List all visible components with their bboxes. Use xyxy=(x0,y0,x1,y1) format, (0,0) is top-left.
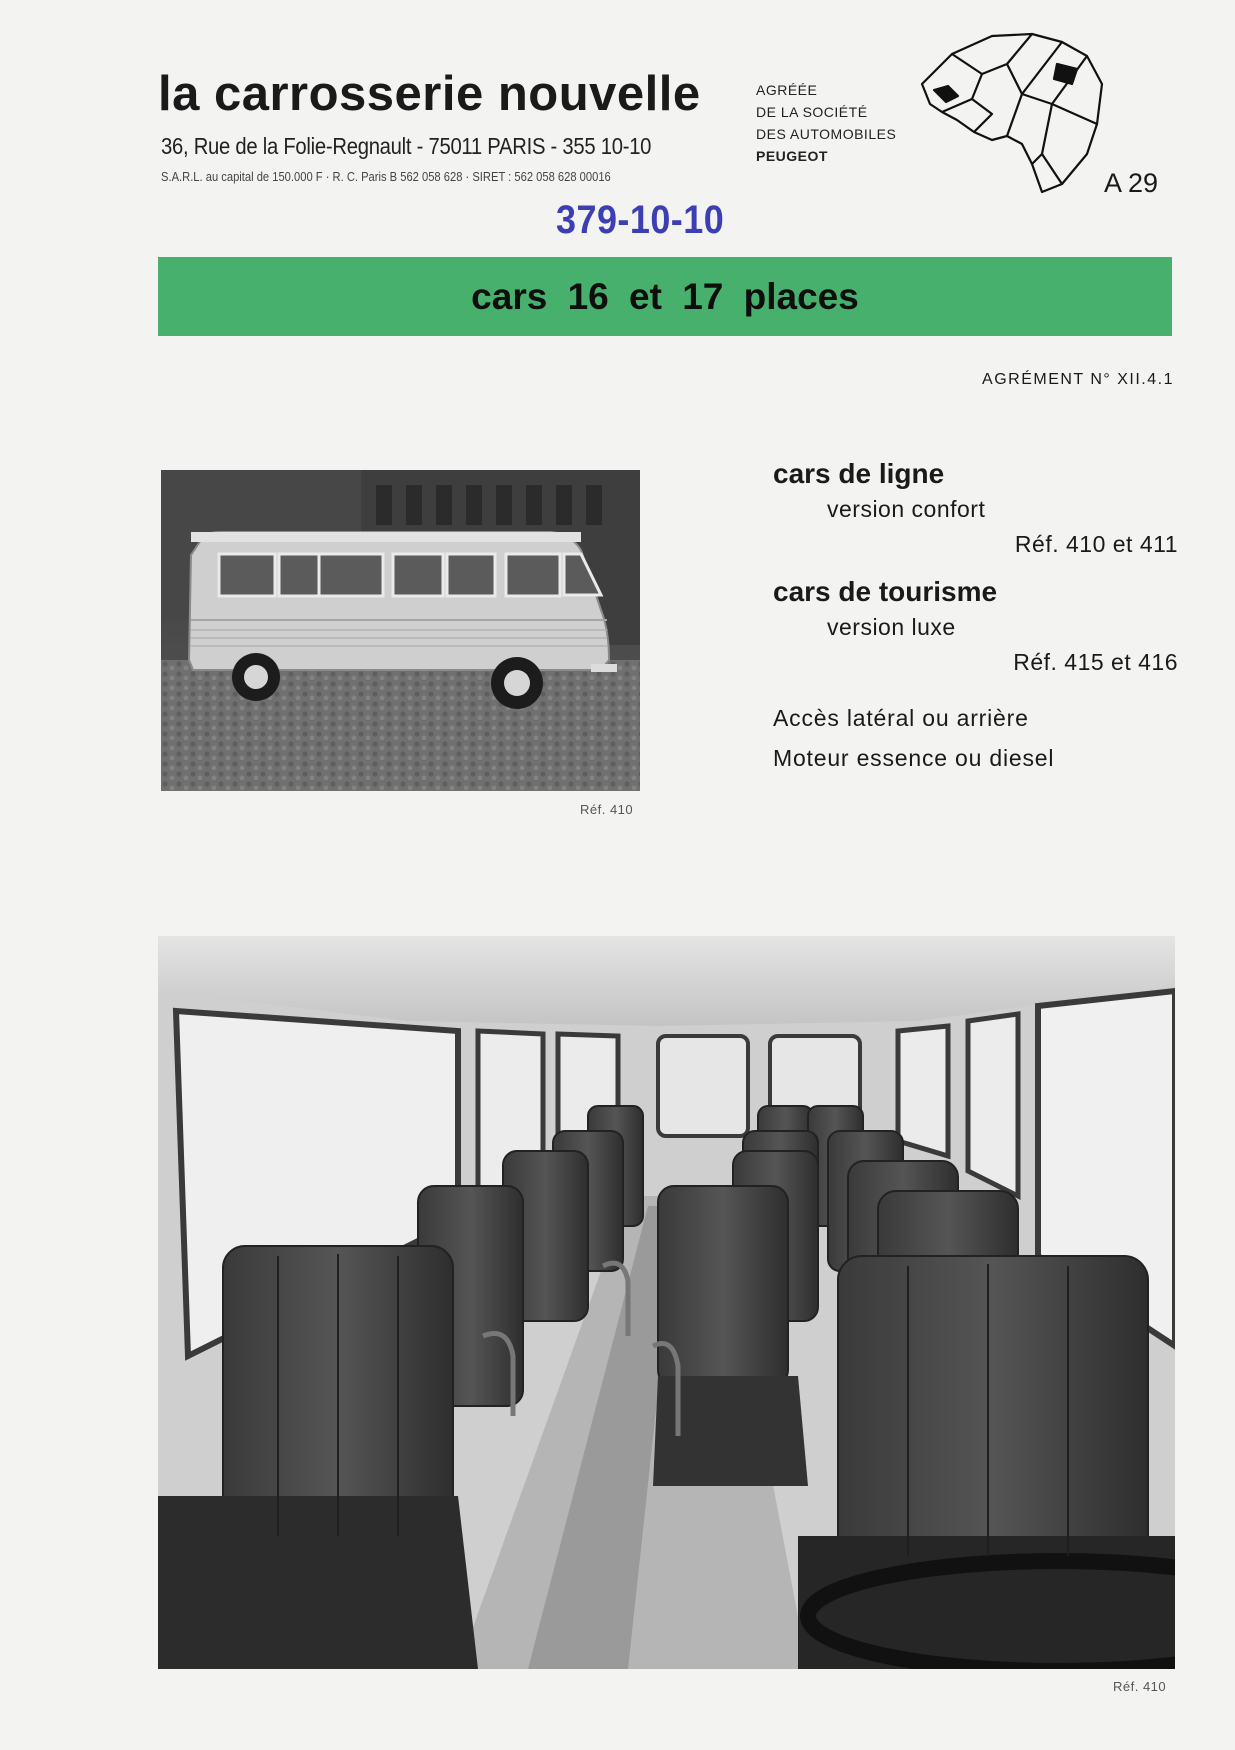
approval-number: AGRÉMENT N° XII.4.1 xyxy=(982,371,1174,388)
model-item xyxy=(773,576,1178,676)
page-code: A 29 xyxy=(1104,168,1159,198)
model-version: version confort xyxy=(827,496,986,522)
feature-item: Moteur essence ou diesel xyxy=(773,745,1055,771)
model-reference: Réf. 410 et 411 xyxy=(1014,531,1178,557)
model-title: cars de ligne xyxy=(773,458,945,489)
approval-line: DE LA SOCIÉTÉ xyxy=(756,104,868,120)
banner-title: cars 16 et 17 places xyxy=(471,275,859,317)
company-legal-info: S.A.R.L. au capital de 150.000 F · R. C. Paris B 562 058 628 · SIRET : 562 058 628 00016 xyxy=(161,169,611,184)
approval-notice xyxy=(756,79,896,167)
company-address: 36, Rue de la Folie-Regnault - 75011 PARIS - 355 10-10 xyxy=(161,133,652,159)
approval-line: DES AUTOMOBILES xyxy=(756,126,897,142)
phone-stamp: 379-10-10 xyxy=(556,198,725,242)
company-name: la carrosserie nouvelle xyxy=(158,67,701,121)
approval-line: AGRÉÉE xyxy=(756,82,818,98)
model-title: cars de tourisme xyxy=(773,576,998,607)
title-banner xyxy=(158,257,1172,336)
interior-photo-caption: Réf. 410 xyxy=(1113,1679,1167,1694)
feature-item: Accès latéral ou arrière xyxy=(773,705,1029,731)
model-reference: Réf. 415 et 416 xyxy=(1013,649,1178,675)
model-item xyxy=(773,458,1178,558)
approval-brand: PEUGEOT xyxy=(756,148,828,164)
peugeot-lion-logo xyxy=(912,24,1112,194)
bus-exterior-photo xyxy=(161,470,640,791)
model-list xyxy=(773,458,1178,778)
model-version: version luxe xyxy=(827,614,956,640)
feature-list xyxy=(773,698,1178,778)
bus-interior-photo xyxy=(158,936,1175,1669)
bus-photo-caption: Réf. 410 xyxy=(580,802,634,817)
